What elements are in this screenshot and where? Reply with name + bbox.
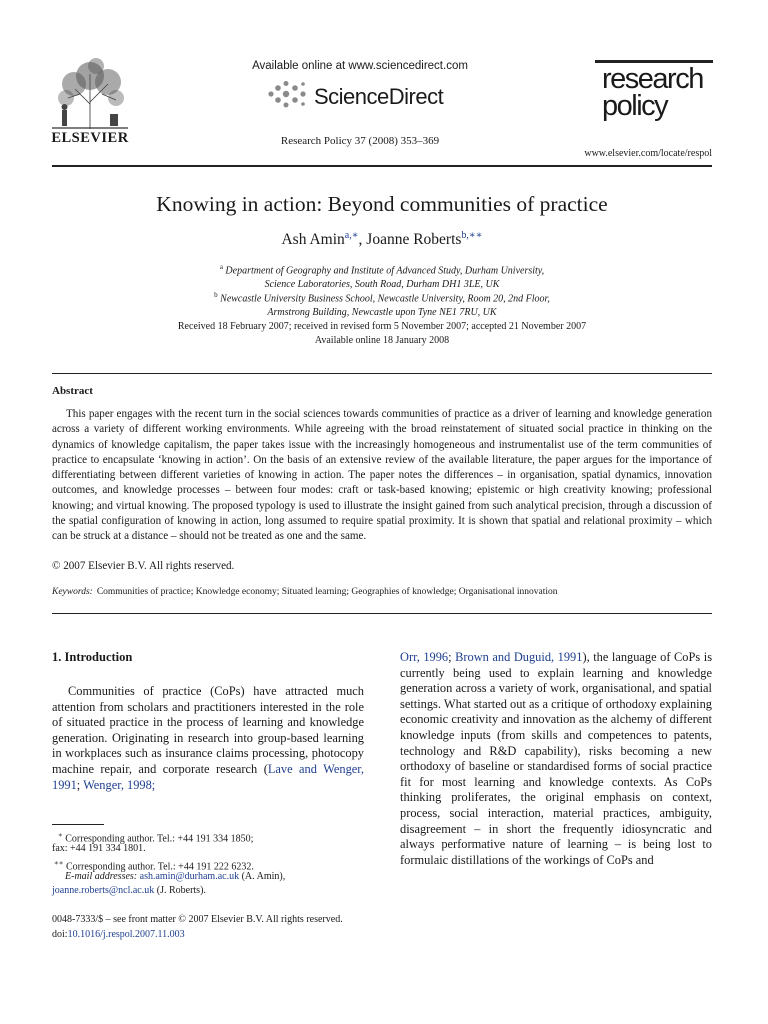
journal-logo-line2: policy xyxy=(602,90,668,122)
available-date: Available online 18 January 2008 xyxy=(314,335,450,346)
journal-reference: Research Policy 37 (2008) 353–369 xyxy=(280,135,440,147)
available-online-notice: Available online at www.sciencedirect.com xyxy=(252,60,468,72)
article-dates xyxy=(0,320,764,348)
keywords-label: Keywords: xyxy=(52,587,93,597)
front-matter xyxy=(52,913,343,942)
footnote-text: Corresponding author. Tel.: +44 191 222 6232. xyxy=(66,861,254,873)
citation-link[interactable]: Brown and Duguid, 1991 xyxy=(455,650,583,664)
citation-separator: ; xyxy=(76,777,84,792)
footnote-rule xyxy=(52,824,104,825)
body-column-left xyxy=(52,684,364,793)
author-name: Joanne Roberts xyxy=(366,231,462,249)
sciencedirect-wordmark: ScienceDirect xyxy=(314,84,444,109)
doi-link[interactable]: 10.1016/j.respol.2007.11.003 xyxy=(67,928,185,940)
email-owner: (J. Roberts). xyxy=(156,885,206,896)
journal-logo xyxy=(602,63,703,122)
email-addresses-continued xyxy=(52,884,372,898)
email-addresses xyxy=(52,870,385,884)
affiliation-line: Armstrong Building, Newcastle upon Tyne NE1 7RU, UK xyxy=(267,307,497,319)
author-affiliation-mark[interactable]: a,∗ xyxy=(344,230,359,241)
citation-link[interactable]: Lave and Wenger, 1991 xyxy=(52,761,364,792)
affiliation-line: Department of Geography and Institute of Advanced Study, Durham University, xyxy=(225,265,545,277)
section-heading: 1. Introduction xyxy=(52,650,133,664)
footnote-mark: ∗∗ xyxy=(54,859,64,867)
journal-url[interactable]: www.elsevier.com/locate/respol xyxy=(584,148,712,159)
affiliation-line: Science Laboratories, South Road, Durham DH1 3LE, UK xyxy=(264,279,500,291)
footnote-mark: ∗ xyxy=(58,831,63,839)
author-name: Ash Amin xyxy=(281,231,345,249)
keywords-list: Communities of practice; Knowledge economy; Situated learning; Geographies of knowledge; Organisational innovation xyxy=(96,587,558,597)
email-label: E-mail addresses: xyxy=(65,871,138,882)
citation-separator: ; xyxy=(448,650,456,664)
affiliation-mark: a xyxy=(219,263,223,271)
abstract-heading: Abstract xyxy=(52,385,93,397)
author-affiliation-mark[interactable]: b,∗∗ xyxy=(461,230,483,241)
author-line: Ash Amin$^{a,∗}$, Joanne Roberts$^{b,∗∗}$ xyxy=(281,230,483,249)
citation-link[interactable]: Orr, 1996 xyxy=(400,650,449,664)
footnote-text: Corresponding author. Tel.: +44 191 334 1850; xyxy=(65,833,254,845)
affiliation-b xyxy=(0,288,764,320)
footnote-1-continued: fax: +44 191 334 1801. xyxy=(52,843,146,854)
received-dates: Received 18 February 2007; received in revised form 5 November 2007; accepted 21 November 2007 xyxy=(177,321,587,332)
affiliation-mark: b xyxy=(214,291,218,299)
affiliation-line: Newcastle University Business School, Newcastle University, Room 20, 2nd Floor, xyxy=(220,293,550,305)
sciencedirect-logo-icon xyxy=(265,80,311,110)
citation-link[interactable]: Wenger, 1998; xyxy=(83,777,156,792)
article-title: Knowing in action: Beyond communities of practice xyxy=(156,192,608,216)
doi-label: doi: xyxy=(52,928,68,940)
abstract-copyright: © 2007 Elsevier B.V. All rights reserved. xyxy=(52,560,235,572)
email-link[interactable]: ash.amin@durham.ac.uk xyxy=(139,871,240,882)
issn-line: 0048-7333/$ – see front matter © 2007 Elsevier B.V. All rights reserved. xyxy=(52,914,343,925)
email-link[interactable]: joanne.roberts@ncl.ac.uk xyxy=(52,885,155,896)
paragraph-text: ), the language of CoPs is currently being used to explain learning and knowledge generation across a variety of work, organisational, and spatial settings. What started out as a critique of orthodoxy explaining economic creativity and innovation as the alchemy of different knowledge inputs (from skills and competences to patents, technology and R&D capability), risks becoming a new orthodoxy of baseline or standardised forms of social practice fit for most learning and knowledge contexts. As CoPs thinking proliferates, the original emphasis on context, process, social interaction, material practices, ambiguity, disagreement – in short the frequently idiosyncratic and always performative nature of learning – is being lost to formulaic distillations of the workings of CoPs and xyxy=(400,650,713,867)
publisher-name: ELSEVIER xyxy=(51,130,129,146)
abstract-text: This paper engages with the recent turn in the social sciences towards communities of practice as a driver of learning and knowledge generation across a variety of different working environments. While agreeing with the broad reinstatement of situated social practice in thinking on the dynamics of knowledge capitalism, the paper takes issue with the increasingly homogeneous and instrumentalist use of the term communities of practice to encapsulate ‘knowing in action’. On the basis of an extensive review of the available literature, the paper argues for the importance of differentiating between different varieties of knowing in action. The paper notes the differences – in organisation, spatial dynamics, innovation outcomes, and knowledge processes – between four modes: craft or task-based knowing; epistemic or high creativity knowing; professional knowing; and virtual knowing. The proposed typology is used to illustrate the insight gained from such analytical precision, through a discussion of the spatial configuration of knowing in action, long assumed to require spatial proximity. It is shown that spatial and relational proximity – which can be struck at a distance – should not be treated as one and the same. xyxy=(52,408,712,543)
email-owner: (A. Amin), xyxy=(241,871,286,882)
paragraph-text: Communities of practice (CoPs) have attracted much attention from scholars and practitioners interested in the role of situated practice in the process of learning and knowledge generation. Originating in research into group-based learning in workplaces such as insurance claims processing, photocopy machine repair, and corporate research ( xyxy=(52,684,364,776)
journal-logo-line1: research xyxy=(602,63,703,95)
header-divider xyxy=(52,165,712,167)
keywords-line xyxy=(52,587,712,597)
abstract-bottom-divider xyxy=(52,613,712,614)
abstract-top-divider xyxy=(52,373,712,374)
body-column-right xyxy=(400,650,712,868)
